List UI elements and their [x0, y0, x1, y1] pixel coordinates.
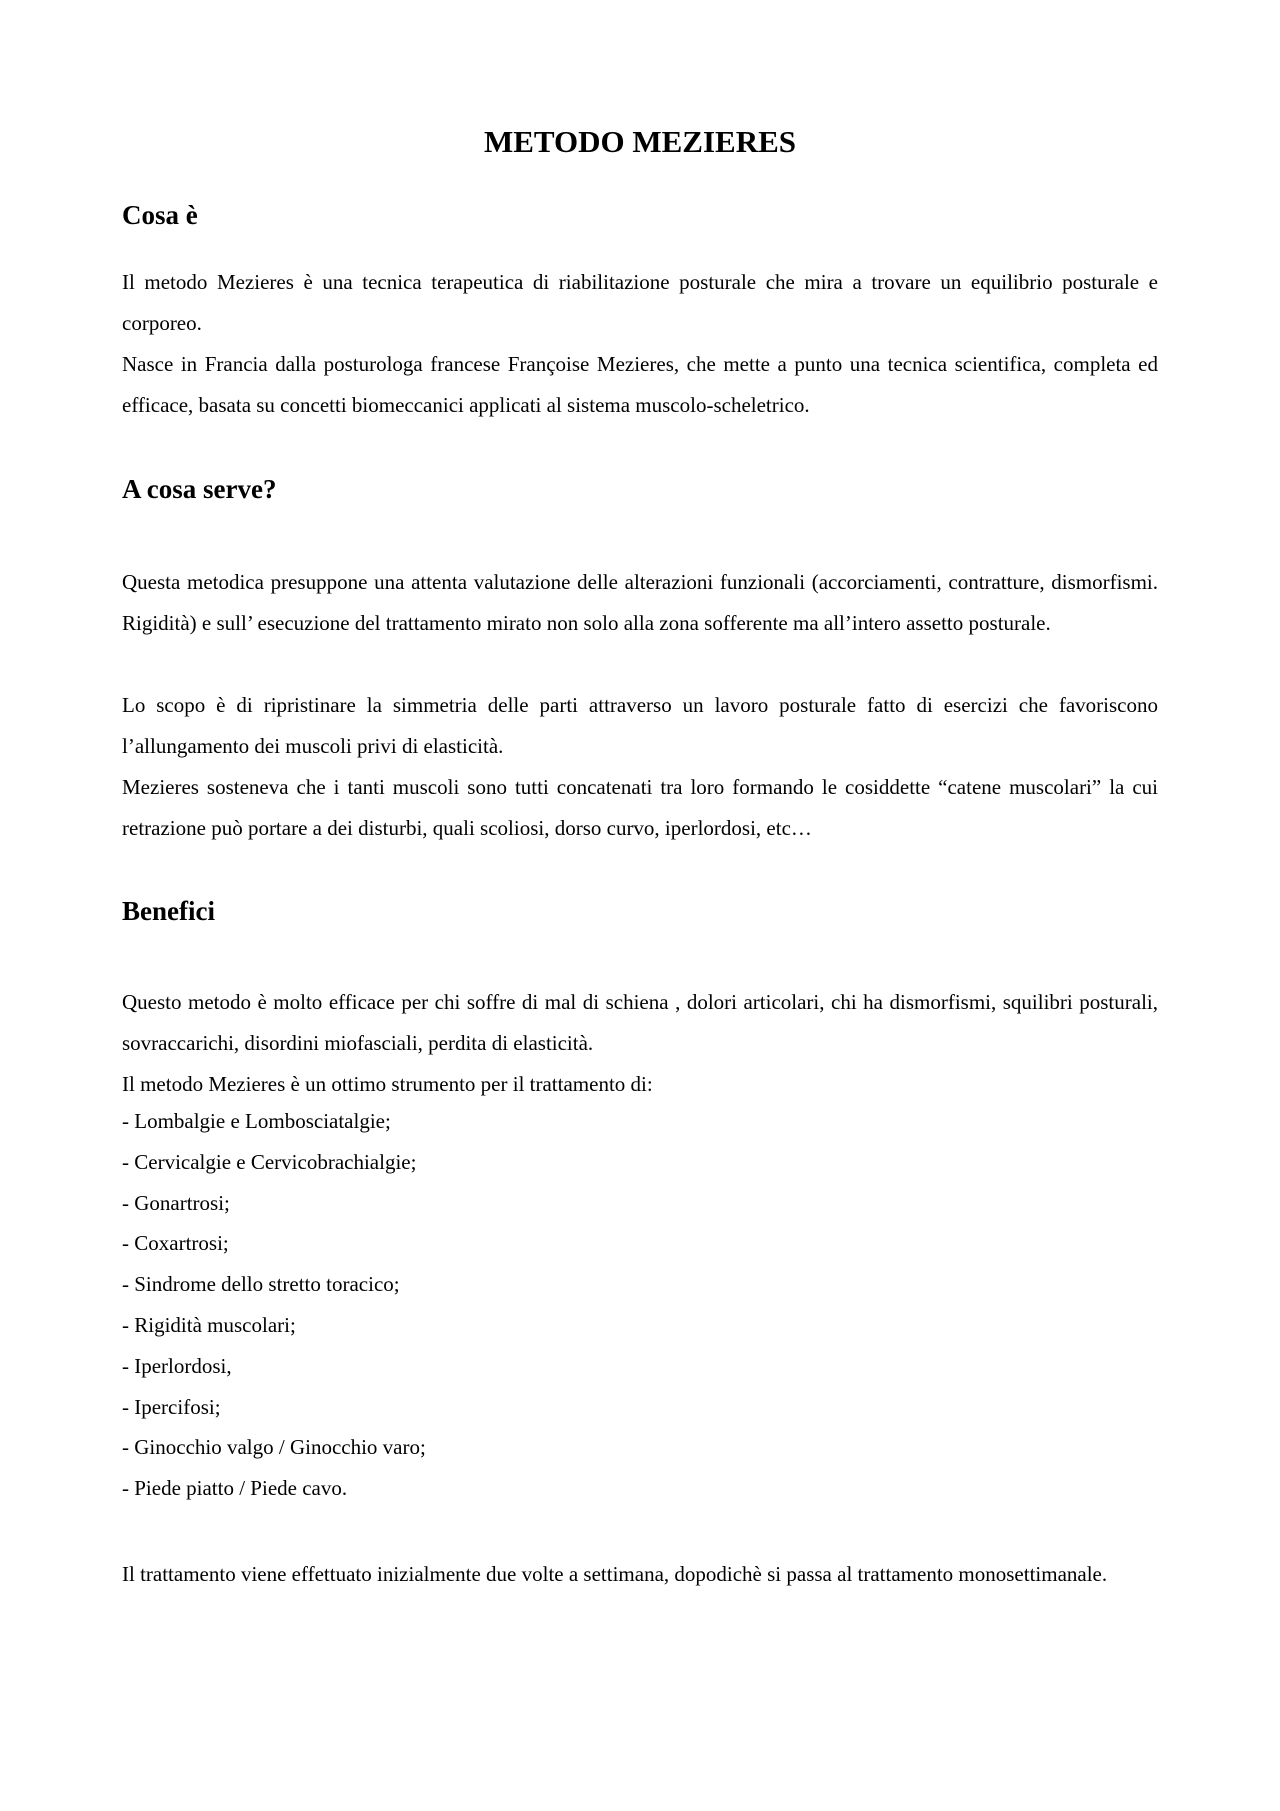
paragraph-muscle-chains: Mezieres sosteneva che i tanti muscoli sono tutti concatenati tra loro formando le cosiddette “catene muscolari” la cui retrazione può portare a dei disturbi, quali scoliosi, dorso curvo, iperlordosi, etc…	[122, 775, 1158, 840]
list-item: - Piede piatto / Piede cavo.	[122, 1476, 348, 1501]
list-item: - Rigidità muscolari;	[122, 1312, 296, 1337]
document-title: METODO MEZIERES	[483, 124, 797, 159]
list-item: - Iperlordosi,	[122, 1353, 232, 1378]
list-item: - Gonartrosi;	[122, 1190, 230, 1215]
list-intro: Il metodo Mezieres è un ottimo strumento per il trattamento di:	[122, 1072, 653, 1096]
list-item: - Cervicalgie e Cervicobrachialgie;	[122, 1149, 417, 1174]
paragraph-purpose: Lo scopo è di ripristinare la simmetria delle parti attraverso un lavoro posturale fatto di esercizi che favoriscono l’allungamento dei muscoli privi di elasticità.	[122, 693, 1158, 758]
heading-cosa-e: Cosa è	[122, 200, 198, 230]
paragraph-definition: Il metodo Mezieres è una tecnica terapeutica di riabilitazione posturale che mira a trovare un equilibrio posturale e corporeo.	[122, 270, 1158, 335]
treatment-list	[122, 1101, 426, 1509]
paragraph-assessment: Questa metodica presuppone una attenta valutazione delle alterazioni funzionali (accorciamenti, contratture, dismorfismi. Rigidità) e sull’ esecuzione del trattamento mirato non solo alla zona sofferente ma all’intero assetto posturale.	[122, 570, 1158, 635]
heading-a-cosa-serve: A cosa serve?	[122, 474, 277, 504]
list-item: - Sindrome dello stretto toracico;	[122, 1272, 400, 1297]
paragraph-schedule: Il trattamento viene effettuato inizialmente due volte a settimana, dopodichè si passa al trattamento monosettimanale.	[122, 1562, 1108, 1586]
paragraph-effectiveness: Questo metodo è molto efficace per chi soffre di mal di schiena , dolori articolari, chi ha dismorfismi, squilibri posturali, sovraccarichi, disordini miofasciali, perdita di elasticità.	[122, 990, 1158, 1055]
list-item: - Ipercifosi;	[122, 1394, 221, 1419]
heading-benefici: Benefici	[122, 896, 215, 926]
list-item: - Ginocchio valgo / Ginocchio varo;	[122, 1435, 426, 1460]
list-item: - Lombalgie e Lombosciatalgie;	[122, 1109, 391, 1133]
paragraph-origin: Nasce in Francia dalla posturologa francese Françoise Mezieres, che mette a punto una tecnica scientifica, completa ed efficace, basata su concetti biomeccanici applicati al sistema muscolo-scheletrico.	[122, 352, 1158, 417]
list-item: - Coxartrosi;	[122, 1231, 229, 1256]
